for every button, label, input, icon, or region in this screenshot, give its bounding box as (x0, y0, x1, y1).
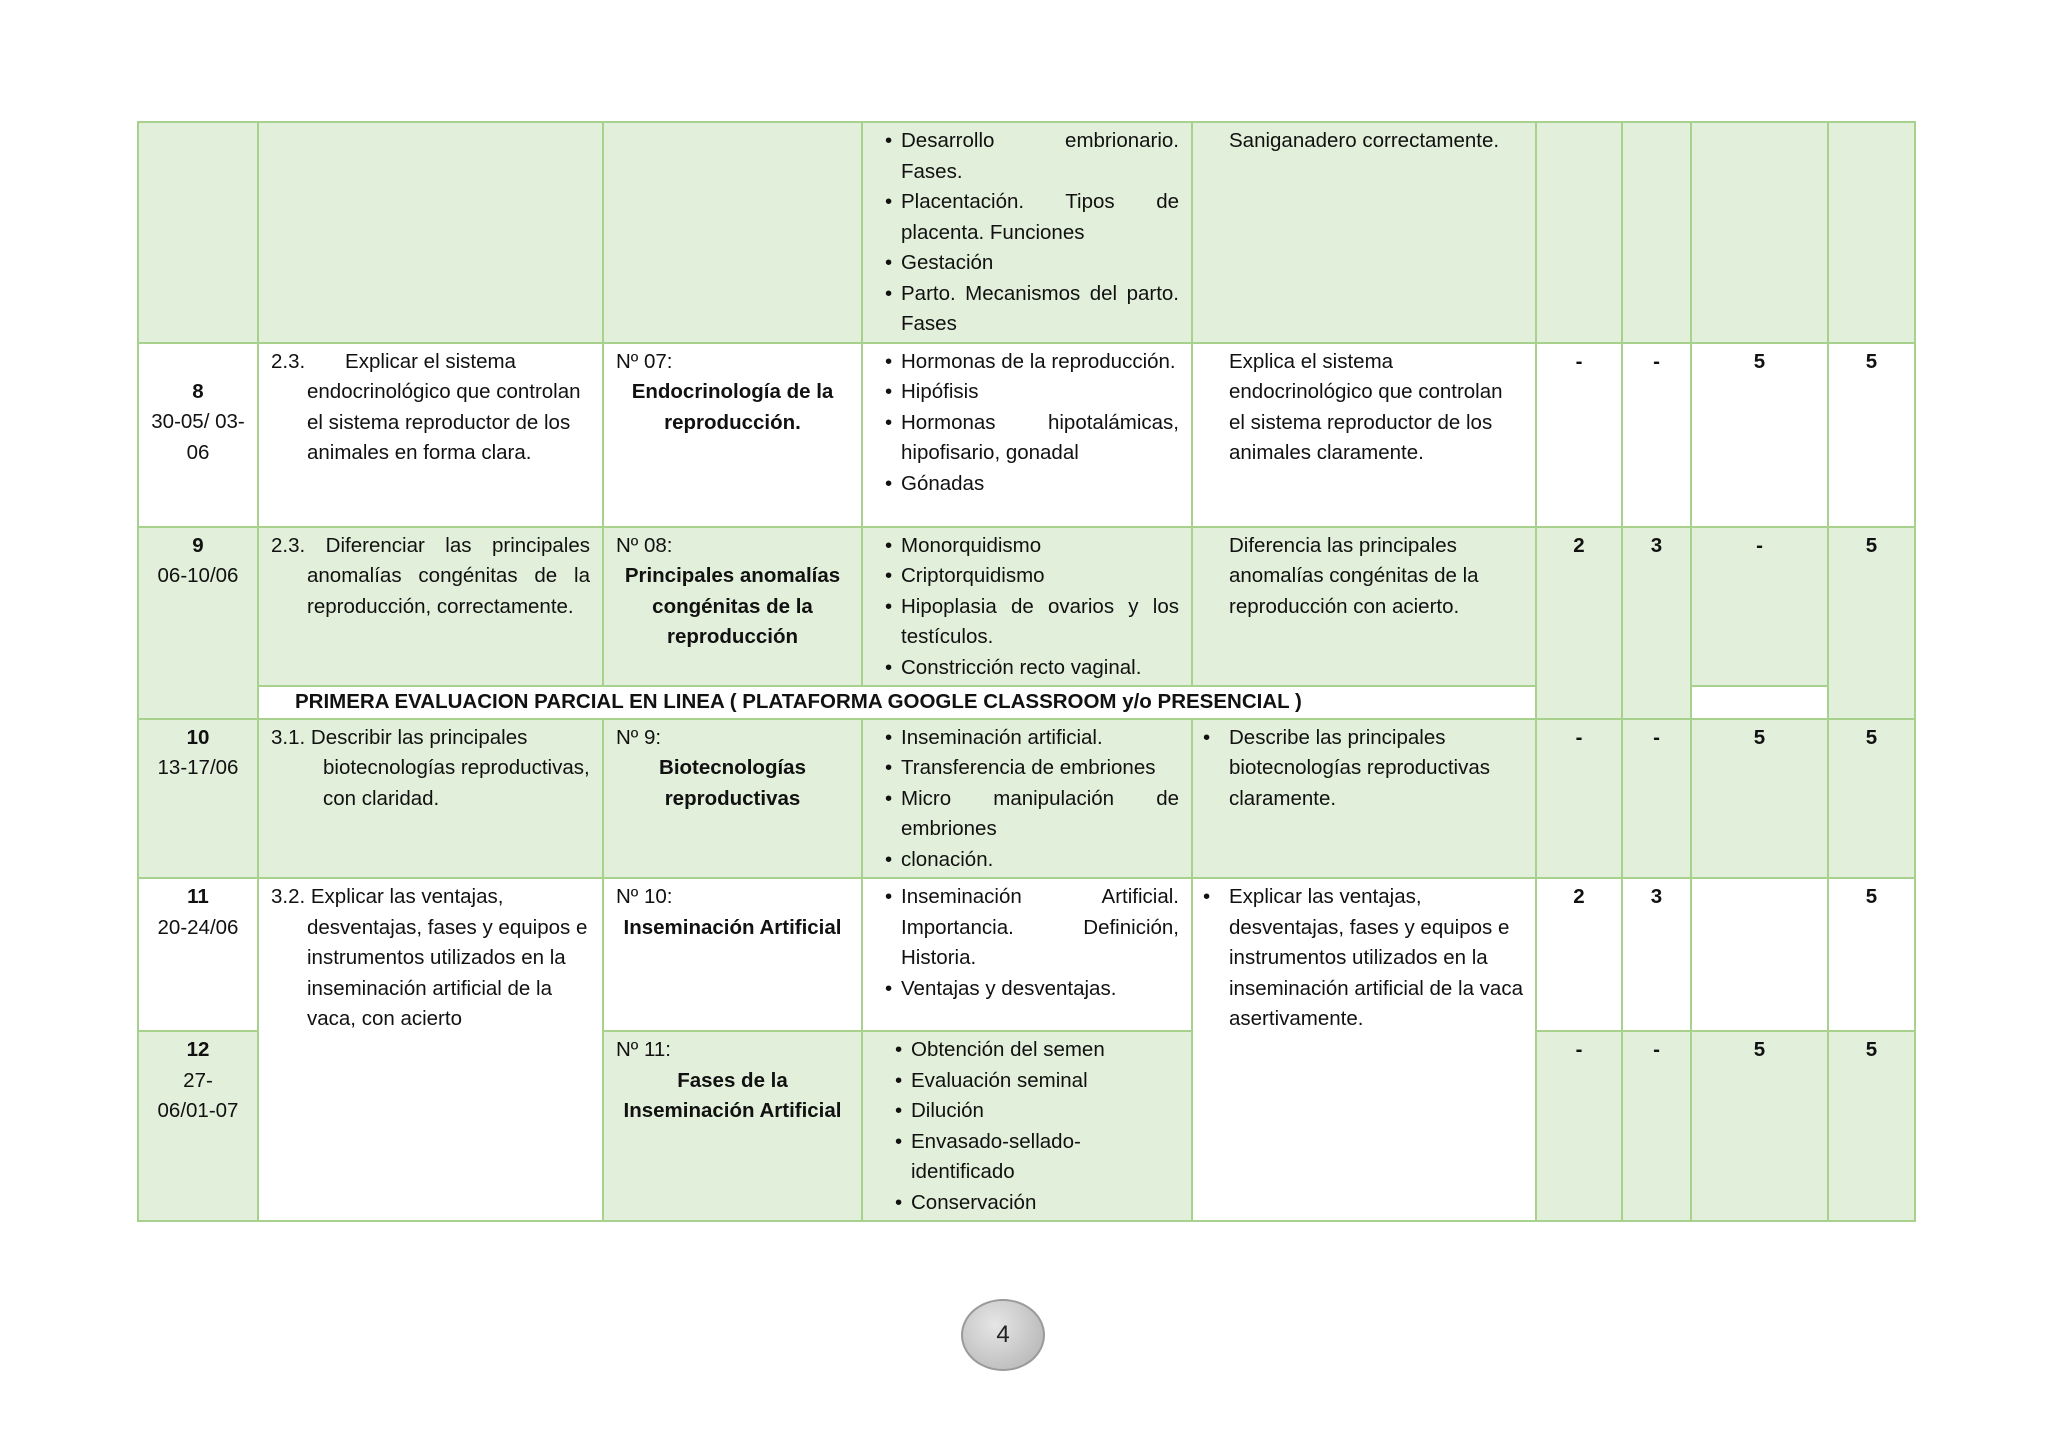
contents-cell (862, 527, 1192, 687)
objective-cell: 2.3. Diferenciar las principales anomalías congénitas de la reproducción, correctamente. (258, 527, 603, 687)
week-cell (138, 343, 258, 527)
contents-cell (862, 122, 1192, 343)
total-cell: 5 (1828, 719, 1915, 879)
content-item: • Hormonas de la reproducción. (887, 347, 1179, 378)
contents-cell (862, 343, 1192, 527)
unit-title: Biotecnologías reproductivas (659, 756, 806, 810)
indicator-text: Saniganadero correctamente. (1229, 129, 1500, 152)
indicator-text: Diferencia las principales anomalías congénitas de la reproducción con acierto. (1229, 533, 1479, 618)
table-row (138, 122, 1915, 343)
content-item: • Hipófisis (887, 377, 1179, 408)
unit-title: Endocrinología de la reproducción. (631, 380, 834, 434)
total-cell: 5 (1828, 878, 1915, 1031)
unit-number: Nº 08: (616, 533, 673, 557)
indicator-cell (1192, 343, 1536, 527)
content-item: • Criptorquidismo (887, 561, 1179, 592)
score-cell: 3 (1622, 527, 1691, 719)
indicator-text: • Describe las principales biotecnologías reproductivas claramente. (1205, 723, 1523, 815)
week-dates: 13-17/06 (157, 756, 239, 779)
planning-table (137, 121, 1916, 1222)
content-item: • Micro manipulación de embriones (887, 784, 1179, 845)
score-cell (1691, 878, 1828, 1031)
content-item: • Envasado-sellado- identificado (897, 1127, 1179, 1188)
indicator-cell (1192, 527, 1536, 687)
table-row (138, 719, 1915, 879)
week-dates: 06-10/06 (157, 564, 239, 587)
contents-list (875, 723, 1179, 876)
contents-cell (862, 878, 1192, 1031)
week-dates: 27- 06/01-07 (157, 1068, 239, 1122)
unit-cell (603, 878, 862, 1031)
objective-cell (258, 122, 603, 343)
score-cell: - (1691, 527, 1828, 687)
content-item: • Placentación. Tipos de placenta. Funciones (887, 187, 1179, 248)
contents-list (875, 882, 1179, 1004)
content-item: • Evaluación seminal (897, 1066, 1179, 1097)
unit-cell (603, 527, 862, 687)
week-cell (138, 122, 258, 343)
unit-number: Nº 10: (616, 885, 673, 908)
week-number: 9 (192, 533, 204, 557)
total-cell (1828, 122, 1915, 343)
week-dates: 20-24/06 (157, 915, 239, 939)
indicator-text: • Explicar las ventajas, desventajas, fases y equipos e instrumentos utilizados en la inseminación artificial de la vaca asertivamente. (1205, 882, 1523, 1035)
unit-number: Nº 07: (616, 349, 673, 373)
content-item: • Inseminación Artificial. Importancia. Definición, Historia. (887, 882, 1179, 974)
week-cell (138, 719, 258, 879)
score-cell (1691, 686, 1828, 719)
content-item: • Monorquidismo (887, 531, 1179, 562)
content-item: • Parto. Mecanismos del parto. Fases (887, 279, 1179, 340)
score-cell: 2 (1536, 878, 1622, 1031)
score-cell: 5 (1691, 1031, 1828, 1221)
unit-number: Nº 9: (616, 725, 662, 749)
total-cell: 5 (1828, 527, 1915, 719)
score-cell: - (1536, 343, 1622, 527)
indicator-text: Explica el sistema endocrinológico que controlan el sistema reproductor de los animales claramente. (1229, 349, 1503, 464)
score-cell (1622, 122, 1691, 343)
unit-number: Nº 11: (616, 1038, 671, 1061)
content-item: • Transferencia de embriones (887, 753, 1179, 784)
week-cell (138, 878, 258, 1031)
score-cell: 3 (1622, 878, 1691, 1031)
score-cell: - (1622, 719, 1691, 879)
content-item: • Hormonas hipotalámicas, hipofisario, gonadal (887, 408, 1179, 469)
content-item: • Conservación (897, 1188, 1179, 1219)
unit-cell (603, 1031, 862, 1221)
score-cell: - (1536, 1031, 1622, 1221)
unit-cell (603, 122, 862, 343)
table-row (138, 343, 1915, 527)
indicator-cell (1192, 878, 1536, 1221)
total-cell: 5 (1828, 343, 1915, 527)
contents-cell (862, 719, 1192, 879)
week-number: 10 (186, 725, 210, 749)
unit-title: Principales anomalías congénitas de la reproducción (624, 564, 841, 648)
unit-cell (603, 719, 862, 879)
contents-list (875, 1035, 1179, 1218)
contents-cell (862, 1031, 1192, 1221)
week-cell (138, 1031, 258, 1221)
table-row (138, 527, 1915, 687)
contents-list (875, 126, 1179, 340)
unit-cell (603, 343, 862, 527)
contents-list (875, 531, 1179, 684)
week-number: 8 (192, 379, 204, 403)
page-number: 4 (996, 1321, 1010, 1348)
content-item: • clonación. (887, 845, 1179, 876)
objective-cell: 3.1. Describir las principales biotecnologías reproductivas, con claridad. (258, 719, 603, 879)
unit-title: Inseminación Artificial (623, 915, 842, 939)
week-number: 11 (187, 885, 209, 908)
score-cell (1536, 122, 1622, 343)
objective-cell: 3.2. Explicar las ventajas, desventajas, fases y equipos e instrumentos utilizados en la inseminación artificial de la vaca, con acierto (258, 878, 603, 1221)
content-item: • Dilución (897, 1096, 1179, 1127)
content-item: • Ventajas y desventajas. (887, 974, 1179, 1005)
content-item: • Gónadas (887, 469, 1179, 500)
week-dates: 30-05/ 03-06 (151, 410, 245, 464)
indicator-cell (1192, 122, 1536, 343)
score-cell (1691, 122, 1828, 343)
content-item: • Gestación (887, 248, 1179, 279)
score-cell: 5 (1691, 343, 1828, 527)
total-cell: 5 (1828, 1031, 1915, 1221)
content-item: • Obtención del semen (897, 1035, 1179, 1066)
score-cell: - (1622, 343, 1691, 527)
content-item: • Inseminación artificial. (887, 723, 1179, 754)
score-cell: - (1622, 1031, 1691, 1221)
content-item: • Desarrollo embrionario. Fases. (887, 126, 1179, 187)
week-cell (138, 527, 258, 719)
score-cell: - (1536, 719, 1622, 879)
table-row (138, 878, 1915, 1031)
indicator-cell (1192, 719, 1536, 879)
score-cell: 2 (1536, 527, 1622, 719)
week-number: 12 (186, 1038, 210, 1061)
content-item: • Hipoplasia de ovarios y los testículos. (887, 592, 1179, 653)
content-item: • Constricción recto vaginal. (887, 653, 1179, 684)
objective-cell: 2.3. Explicar el sistema endocrinológico que controlan el sistema reproductor de los animales en forma clara. (258, 343, 603, 527)
contents-list (875, 347, 1179, 500)
page-number-badge (961, 1299, 1045, 1371)
score-cell: 5 (1691, 719, 1828, 879)
evaluation-banner: PRIMERA EVALUACION PARCIAL EN LINEA ( PLATAFORMA GOOGLE CLASSROOM y/o PRESENCIAL ) (258, 686, 1536, 719)
unit-title: Fases de la Inseminación Artificial (623, 1068, 842, 1122)
